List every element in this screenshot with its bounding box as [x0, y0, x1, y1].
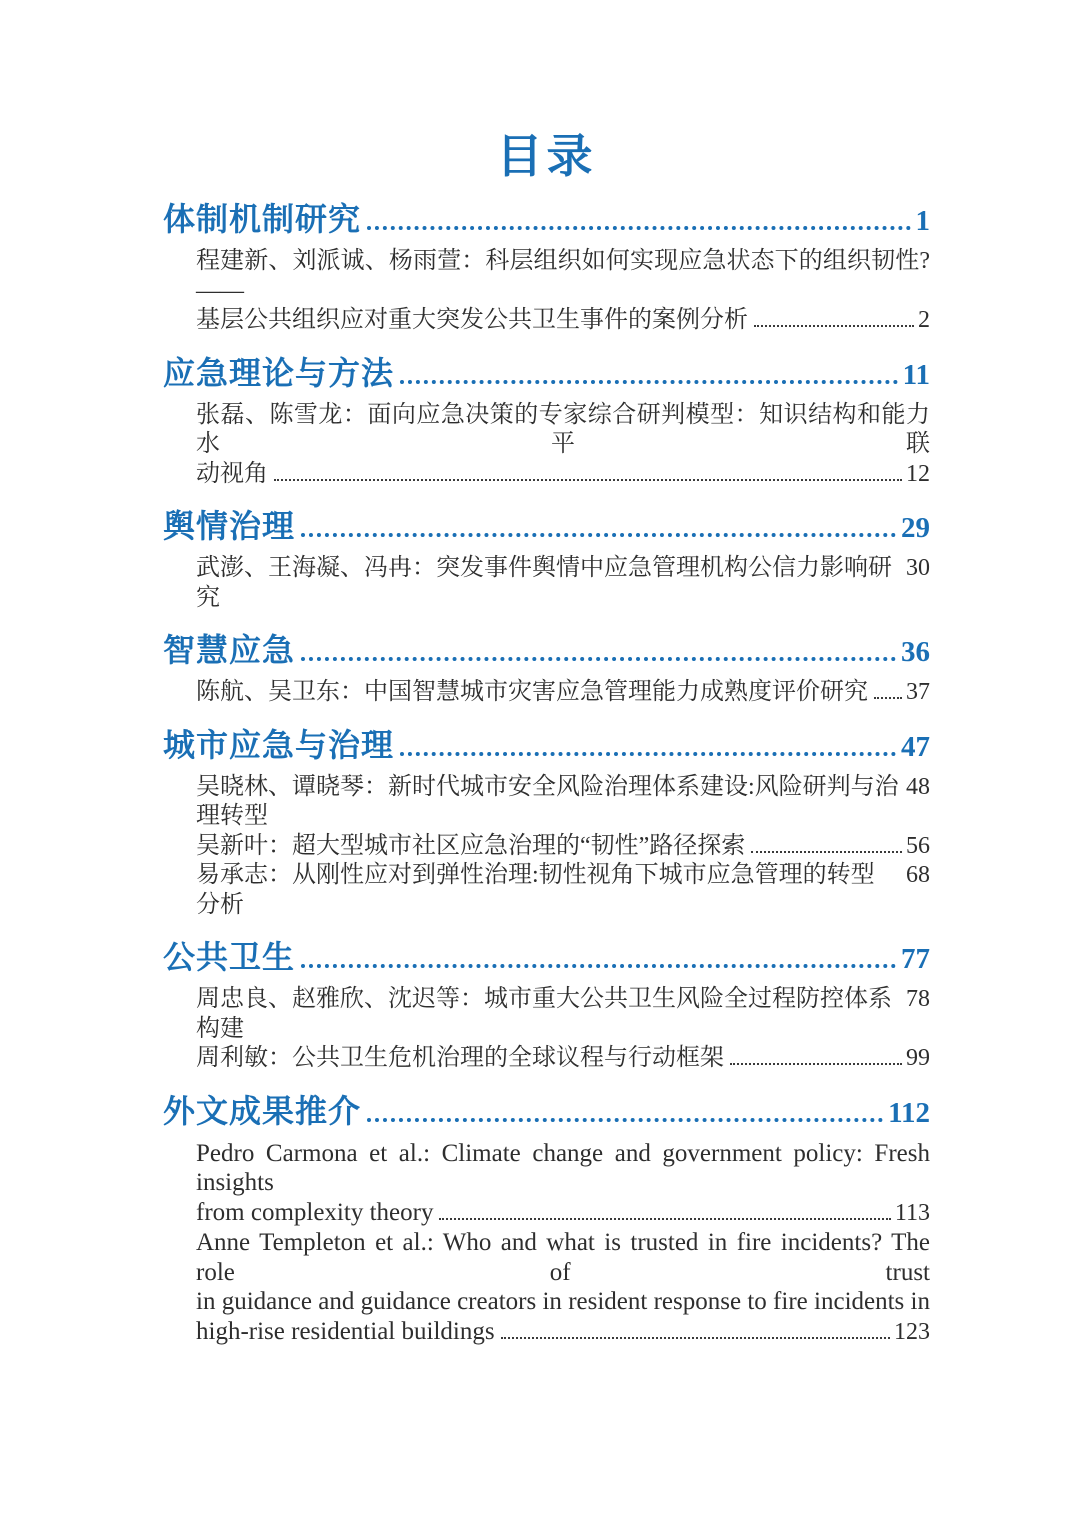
section-page-number: 77 — [901, 943, 930, 975]
entry-page-number: 37 — [906, 679, 930, 705]
entry-text: from complexity theory — [196, 1198, 434, 1226]
dot-leader — [301, 657, 896, 661]
toc-entry — [196, 554, 930, 613]
toc-section-heading — [163, 631, 930, 671]
entry-page-number: 78 — [906, 986, 930, 1012]
section-label: 舆情治理 — [163, 508, 296, 544]
toc-entry-line: in guidance and guidance creators in resident response to fire incidents in — [196, 1288, 930, 1315]
section-label: 城市应急与治理 — [163, 726, 395, 763]
dot-leader — [274, 479, 902, 481]
toc-entry-last-line — [196, 678, 930, 708]
toc-entry-line: Pedro Carmona et al.: Climate change and government policy: Fresh insights — [196, 1139, 930, 1196]
toc-section-heading — [163, 726, 930, 766]
toc-entry-last-line — [196, 861, 930, 920]
toc-entry-line: 程建新、刘派诚、杨雨萱：科层组织如何实现应急状态下的组织韧性? —— — [196, 248, 930, 304]
section-label: 应急理论与方法 — [163, 354, 395, 391]
entry-page-number: 99 — [906, 1045, 930, 1071]
toc-section-heading — [163, 354, 930, 394]
entry-text: 周利敏：公共卫生危机治理的全球议程与行动框架 — [196, 1045, 724, 1071]
entry-text: 动视角 — [196, 460, 268, 487]
toc-section — [163, 938, 930, 1074]
toc-entry-line: 张磊、陈雪龙：面向应急决策的专家综合研判模型：知识结构和能力水平联 — [196, 401, 930, 457]
section-page-number: 112 — [888, 1096, 930, 1129]
page-title: 目录 — [496, 130, 597, 182]
toc-entry — [196, 401, 930, 490]
toc-section — [163, 631, 930, 708]
entry-page-number: 123 — [894, 1318, 930, 1345]
section-page-number: 29 — [901, 512, 930, 544]
toc-entry-last-line — [196, 985, 930, 1044]
toc-entry — [196, 678, 930, 708]
toc-section-heading — [163, 1092, 930, 1132]
dot-leader — [439, 1218, 890, 1220]
dot-leader — [367, 226, 910, 230]
entry-page-number: 113 — [894, 1199, 930, 1226]
toc-entry — [196, 861, 930, 920]
dot-leader — [400, 752, 896, 756]
dot-leader — [754, 325, 914, 327]
section-page-number: 1 — [915, 205, 930, 237]
entry-page-number: 30 — [906, 555, 930, 581]
dot-leader — [301, 533, 896, 537]
entry-text: 武澎、王海凝、冯冉：突发事件舆情中应急管理机构公信力影响研究 — [196, 555, 892, 611]
toc-section — [163, 507, 930, 613]
toc-entry-last-line — [196, 306, 930, 336]
dot-leader — [751, 851, 902, 853]
entry-page-number: 12 — [906, 460, 930, 487]
section-label: 智慧应急 — [163, 632, 296, 668]
toc-section — [163, 1092, 930, 1348]
toc-section — [163, 726, 930, 921]
section-page-number: 36 — [901, 636, 930, 668]
toc-entry-last-line — [196, 832, 930, 862]
toc-entry — [196, 1139, 930, 1229]
entry-page-number: 68 — [906, 862, 930, 888]
toc-entry — [196, 832, 930, 862]
dot-leader — [730, 1063, 902, 1065]
section-label: 外文成果推介 — [163, 1092, 362, 1129]
section-page-number: 47 — [901, 730, 930, 763]
entry-text: 周忠良、赵雅欣、沈迟等：城市重大公共卫生风险全过程防控体系构建 — [196, 986, 892, 1042]
section-label: 公共卫生 — [163, 939, 296, 975]
toc-entry — [196, 1044, 930, 1074]
toc-entry-line: Anne Templeton et al.: Who and what is trusted in fire incidents? The role of trust — [196, 1229, 930, 1286]
toc-entry-last-line — [196, 773, 930, 832]
entry-page-number: 2 — [918, 307, 930, 333]
entry-page-number: 56 — [906, 832, 930, 859]
toc-section — [163, 354, 930, 490]
toc-entry-last-line — [196, 460, 930, 490]
toc-entry — [196, 773, 930, 832]
toc-section-heading — [163, 200, 930, 240]
toc-entry — [196, 985, 930, 1044]
dot-leader — [501, 1337, 890, 1339]
toc-entry-last-line — [196, 554, 930, 613]
toc-section — [163, 200, 930, 336]
toc — [163, 200, 930, 1347]
toc-entry — [196, 247, 930, 336]
dot-leader — [367, 1118, 883, 1122]
dot-leader — [301, 964, 896, 968]
entry-text: 吴晓林、谭晓琴：新时代城市安全风险治理体系建设:风险研判与治理转型 — [196, 773, 899, 829]
toc-entry-last-line — [196, 1044, 930, 1074]
entry-page-number: 48 — [906, 773, 930, 800]
section-page-number: 11 — [902, 358, 930, 391]
toc-section-heading — [163, 938, 930, 978]
entry-text: 易承志：从刚性应对到弹性治理:韧性视角下城市应急管理的转型分析 — [196, 862, 875, 918]
dot-leader — [874, 697, 902, 699]
toc-entry — [196, 1228, 930, 1347]
toc-entry-last-line — [196, 1317, 930, 1348]
entry-text: 陈航、吴卫东：中国智慧城市灾害应急管理能力成熟度评价研究 — [196, 679, 868, 705]
dot-leader — [400, 380, 898, 384]
entry-text: 吴新叶：超大型城市社区应急治理的“韧性”路径探索 — [196, 832, 746, 859]
entry-text: 基层公共组织应对重大突发公共卫生事件的案例分析 — [196, 307, 748, 333]
toc-entry-last-line — [196, 1198, 930, 1229]
toc-section-heading — [163, 507, 930, 547]
entry-text: high-rise residential buildings — [196, 1317, 495, 1345]
section-label: 体制机制研究 — [163, 201, 362, 237]
